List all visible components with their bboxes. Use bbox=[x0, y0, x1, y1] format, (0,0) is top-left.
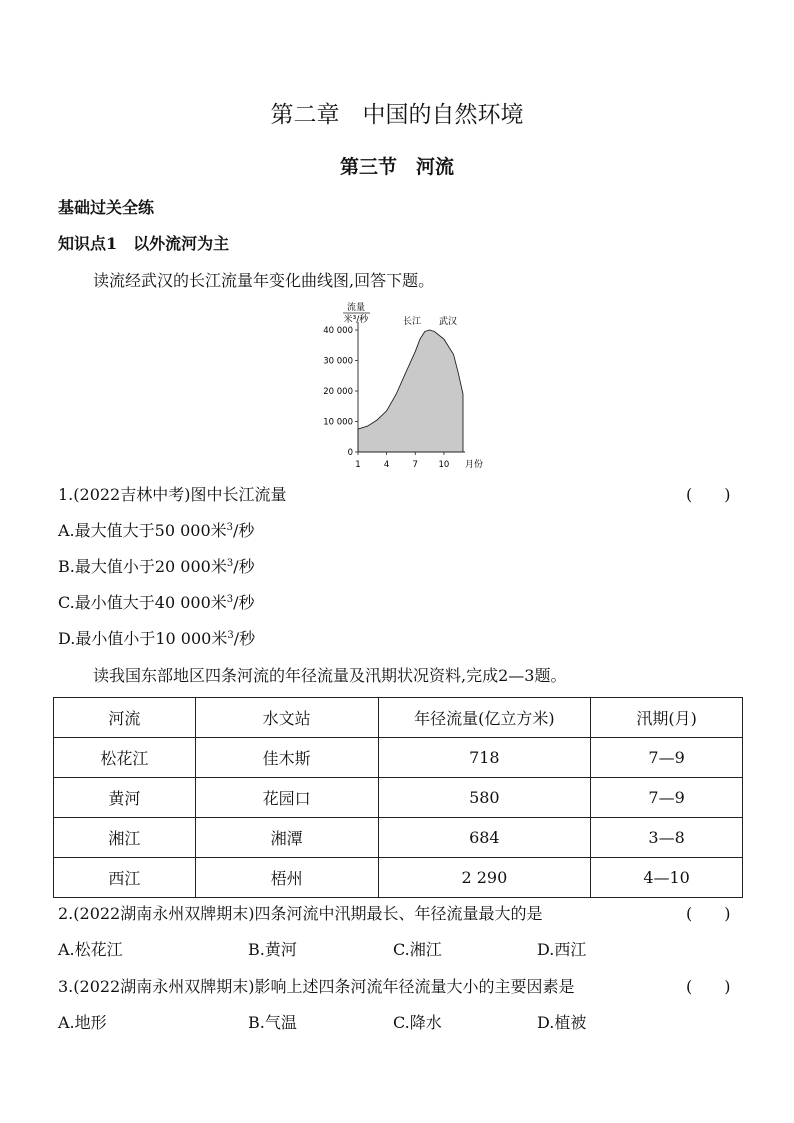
option-unit: /秒 bbox=[233, 629, 256, 648]
q3-option-c[interactable]: C.降水 bbox=[393, 1013, 442, 1032]
y-tick-label: 40 000 bbox=[323, 326, 353, 336]
x-axis-label: 月份 bbox=[464, 460, 484, 470]
cell-station: 湘潭 bbox=[195, 818, 378, 858]
river-data-table bbox=[53, 697, 743, 898]
option-text: A.最大值大于50 000米 bbox=[58, 521, 227, 540]
cell-station: 佳木斯 bbox=[195, 738, 378, 778]
option-unit: /秒 bbox=[233, 557, 255, 576]
cell-river: 松花江 bbox=[54, 738, 196, 778]
intro-text-2: 读我国东部地区四条河流的年径流量及汛期状况资料,完成2—3题。 bbox=[93, 666, 567, 685]
cell-flood-season: 3—8 bbox=[591, 818, 743, 858]
q1-answer-blank[interactable]: ( ) bbox=[686, 485, 731, 504]
y-tick-label: 0 bbox=[347, 448, 353, 458]
x-tick-label: 7 bbox=[412, 460, 418, 470]
unit-superscript: 3 bbox=[226, 594, 234, 605]
cell-runoff: 718 bbox=[378, 738, 591, 778]
table-row bbox=[54, 778, 743, 818]
q3-option-b[interactable]: B.气温 bbox=[248, 1013, 297, 1032]
unit-superscript: 3 bbox=[226, 522, 234, 533]
header-river: 河流 bbox=[54, 698, 196, 738]
q3-option-d[interactable]: D.植被 bbox=[537, 1013, 587, 1032]
q2-answer-blank[interactable]: ( ) bbox=[686, 904, 731, 923]
cell-river: 西江 bbox=[54, 858, 196, 898]
flow-area bbox=[358, 330, 463, 452]
cell-river: 湘江 bbox=[54, 818, 196, 858]
knowledge-point-heading: 知识点1 以外流河为主 bbox=[58, 234, 230, 253]
series-label-wuhan: 武汉 bbox=[438, 317, 458, 327]
table-row bbox=[54, 858, 743, 898]
yangtze-flow-chart bbox=[300, 292, 500, 477]
practice-heading: 基础过关全练 bbox=[58, 198, 155, 217]
cell-runoff: 2 290 bbox=[378, 858, 591, 898]
q1-option-d[interactable] bbox=[58, 626, 255, 649]
q1-option-b[interactable] bbox=[58, 554, 255, 577]
q2-stem: 2.(2022湖南永州双牌期末)四条河流中汛期最长、年径流量最大的是 bbox=[58, 904, 543, 923]
chapter-title: 第二章 中国的自然环境 bbox=[270, 102, 524, 128]
option-text: B.最大值小于20 000米 bbox=[58, 557, 227, 576]
q3-option-a[interactable]: A.地形 bbox=[58, 1013, 107, 1032]
x-tick-label: 1 bbox=[355, 460, 361, 470]
header-annual-runoff: 年径流量(亿立方米) bbox=[378, 698, 591, 738]
header-station: 水文站 bbox=[195, 698, 378, 738]
cell-runoff: 684 bbox=[378, 818, 591, 858]
cell-flood-season: 7—9 bbox=[591, 778, 743, 818]
table-row bbox=[54, 738, 743, 778]
section-title: 第三节 河流 bbox=[339, 156, 454, 178]
option-text: D.最小值小于10 000米 bbox=[58, 629, 228, 648]
y-label-top: 流量 bbox=[346, 303, 366, 313]
cell-flood-season: 7—9 bbox=[591, 738, 743, 778]
q2-option-c[interactable]: C.湘江 bbox=[393, 940, 442, 959]
option-unit: /秒 bbox=[233, 593, 255, 612]
q1-stem: 1.(2022吉林中考)图中长江流量 bbox=[58, 485, 287, 504]
cell-flood-season: 4—10 bbox=[591, 858, 743, 898]
y-tick-label: 10 000 bbox=[323, 417, 353, 428]
q1-option-c[interactable] bbox=[58, 590, 255, 613]
x-tick-label: 10 bbox=[438, 460, 450, 470]
x-tick-label: 4 bbox=[383, 460, 390, 470]
q3-stem: 3.(2022湖南永州双牌期末)影响上述四条河流年径流量大小的主要因素是 bbox=[58, 977, 575, 996]
q1-option-a[interactable] bbox=[58, 518, 254, 541]
cell-station: 梧州 bbox=[195, 858, 378, 898]
q2-option-d[interactable]: D.西江 bbox=[537, 940, 587, 959]
cell-station: 花园口 bbox=[195, 778, 378, 818]
q2-option-b[interactable]: B.黄河 bbox=[248, 940, 297, 959]
y-tick-label: 20 000 bbox=[323, 387, 353, 397]
header-flood-season: 汛期(月) bbox=[591, 698, 743, 738]
cell-runoff: 580 bbox=[378, 778, 591, 818]
unit-superscript: 3 bbox=[226, 558, 234, 569]
option-unit: /秒 bbox=[233, 521, 255, 540]
option-text: C.最小值大于40 000米 bbox=[58, 593, 227, 612]
unit-superscript: 3 bbox=[227, 630, 234, 641]
series-label-changjiang: 长江 bbox=[402, 317, 422, 327]
q2-option-a[interactable]: A.松花江 bbox=[58, 940, 123, 959]
y-label-unit: 米³/秒 bbox=[343, 315, 369, 325]
q3-answer-blank[interactable]: ( ) bbox=[686, 977, 731, 996]
table-header-row bbox=[54, 698, 743, 738]
table-row bbox=[54, 818, 743, 858]
cell-river: 黄河 bbox=[54, 778, 196, 818]
y-tick-label: 30 000 bbox=[323, 356, 353, 367]
intro-text-1: 读流经武汉的长江流量年变化曲线图,回答下题。 bbox=[93, 271, 435, 290]
